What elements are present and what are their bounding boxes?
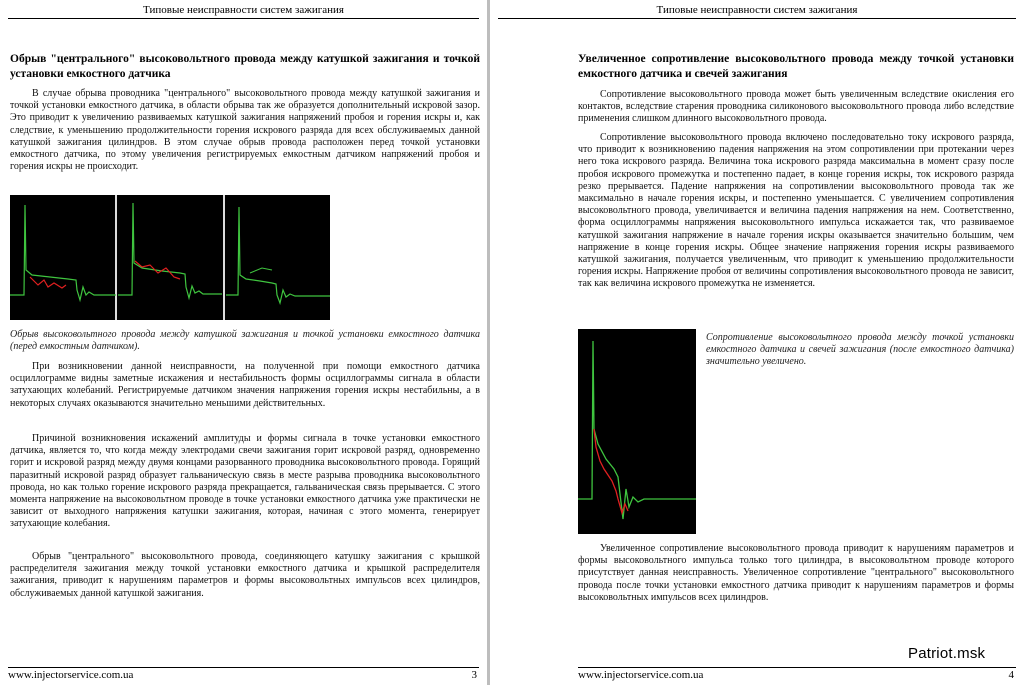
page-header: Типовые неисправности систем зажигания	[8, 4, 479, 19]
figure-caption: Сопротивление высоковольтного провода между точкой установки емкостного датчика и свечей зажигания (после емкостного датчика) значительно увеличено.	[706, 332, 1014, 368]
page-footer	[8, 667, 479, 681]
page-header: Типовые неисправности систем зажигания	[498, 4, 1016, 19]
footer-url: www.injectorservice.com.ua	[578, 669, 704, 681]
watermark: Patriot.msk	[908, 645, 986, 662]
section-title: Обрыв "центрального" высоковольтного провода между катушкой зажигания и точкой установки емкостного датчика	[10, 53, 480, 80]
oscillogram-frame	[578, 329, 696, 534]
paragraph-3: Увеличенное сопротивление высоковольтного провода приводит к нарушениям параметров и формы высоковольтного импульса только того цилиндра, в высоковольтном проводе которого присутствует данная неисправность. Увеличенное сопротивление "центрального" высоковольтного провода после точки установки емкостного датчика приводит к нарушениям параметров и формы высоковольтных импульсов всех цилиндров.	[578, 543, 1014, 603]
figure-caption: Обрыв высоковольтного провода между катушкой зажигания и точкой установки емкостного датчика (перед емкостным датчиком).	[10, 329, 480, 353]
paragraph-1: Сопротивление высоковольтного провода может быть увеличенным вследствие окисления его контактов, вследствие старения проводника силиконового высоковольтного провода либо вследствие применения слишком длинного высоковольтного провода.	[578, 89, 1014, 125]
page-number: 3	[471, 669, 477, 681]
oscillogram-strip	[10, 195, 330, 320]
paragraph-4: Обрыв "центрального" высоковольтного провода, соединяющего катушку зажигания с крышкой распределителя зажигания между точкой установки емкостного датчика и крышкой распределителя зажигания, приводит к нарушениям параметров и формы высоковольтных импульсов всех цилиндров, обслуживаемых данной катушкой зажигания.	[10, 551, 480, 599]
page-number: 4	[1008, 669, 1014, 681]
page-4	[490, 0, 1024, 685]
oscillogram-image	[578, 329, 696, 534]
paragraph-2: Сопротивление высоковольтного провода включено последовательно току искрового разряда, что приводит к возникновению падения напряжения на этом сопротивлении при протекании через него тока искрового разряда. Величина тока искрового разряда максимальна в момент сразу после пробоя искрового промежутка и постепенно падает, в конце горения искры, ток искрового разряда резко прерывается. Падение напряжения на сопротивлении высоковольтного провода так же максимально в начале горения искры, и постепенно уменьшается. С увеличением сопротивления высоковольтного провода, увеличивается и величина падения напряжения на нем. Соответственно, форма осциллограммы напряжения высоковольтного импульса искажается так, что развиваемое катушкой зажигания напряжение в начале горения искры оказывается значительно большим, чем напряжение в конце горения искры. Общее значение напряжения горения искры развиваемого катушкой зажигания, получается увеличенным, что приводит к уменьшению продолжительности горения искры. Напряжение пробоя от величины сопротивления высоковольтного провода не зависит, так как величина искрового промежутка не изменяется.	[578, 132, 1014, 290]
oscillogram-image	[10, 195, 330, 320]
page-3	[0, 0, 487, 685]
footer-url: www.injectorservice.com.ua	[8, 669, 134, 681]
paragraph-1: В случае обрыва проводника "центрального" высоковольтного провода между катушкой зажигания и точкой установки емкостного датчика, в области обрыва так же образуется дополнительный искровой зазор. Это приводит к увеличению развиваемых катушкой зажигания напряжений пробоя и горения искры и, как следствие, к уменьшению продолжительности горения искрового разряда для всех обслуживаемых данной катушкой зажигания цилиндров. В этом случае обрыв провода расположен перед точкой установки емкостного датчика, по этому увеличения регистрируемых емкостным датчиком напряжений пробоя и горения искры не происходит.	[10, 88, 480, 173]
section-title: Увеличенное сопротивление высоковольтного провода между точкой установки емкостного датчика и свечей зажигания	[578, 53, 1014, 80]
paragraph-3: Причиной возникновения искажений амплитуды и формы сигнала в точке установки емкостного датчика, является то, что когда между электродами свечи зажигания горит искровой разряд, одновременно горит и искровой разряд между двумя концами разорванного проводника высоковольтного провода. Горящий паразитный искровой разряд образует гальваническую связь в месте разрыва проводника высоковольтного провода, но как только горение искрового разряда прекращается, гальваническая связь прерывается. С этого момента напряжение на высоковольтном проводе в точке установки емкостного датчика уже практически не зависит от выходного напряжения катушки зажигания, которая, начиная с этого момента, генерирует затухающие колебания.	[10, 433, 480, 530]
page-footer	[578, 667, 1016, 681]
paragraph-2: При возникновении данной неисправности, на полученной при помощи емкостного датчика осциллограмме видны заметные искажения и нестабильность формы осциллограммы сигнала в области затухающих колебаний. Регистрируемые датчиком значения напряжения горения искры нестабильны, а в некоторых случаях оказываются значительно меньшими действительных.	[10, 361, 480, 409]
